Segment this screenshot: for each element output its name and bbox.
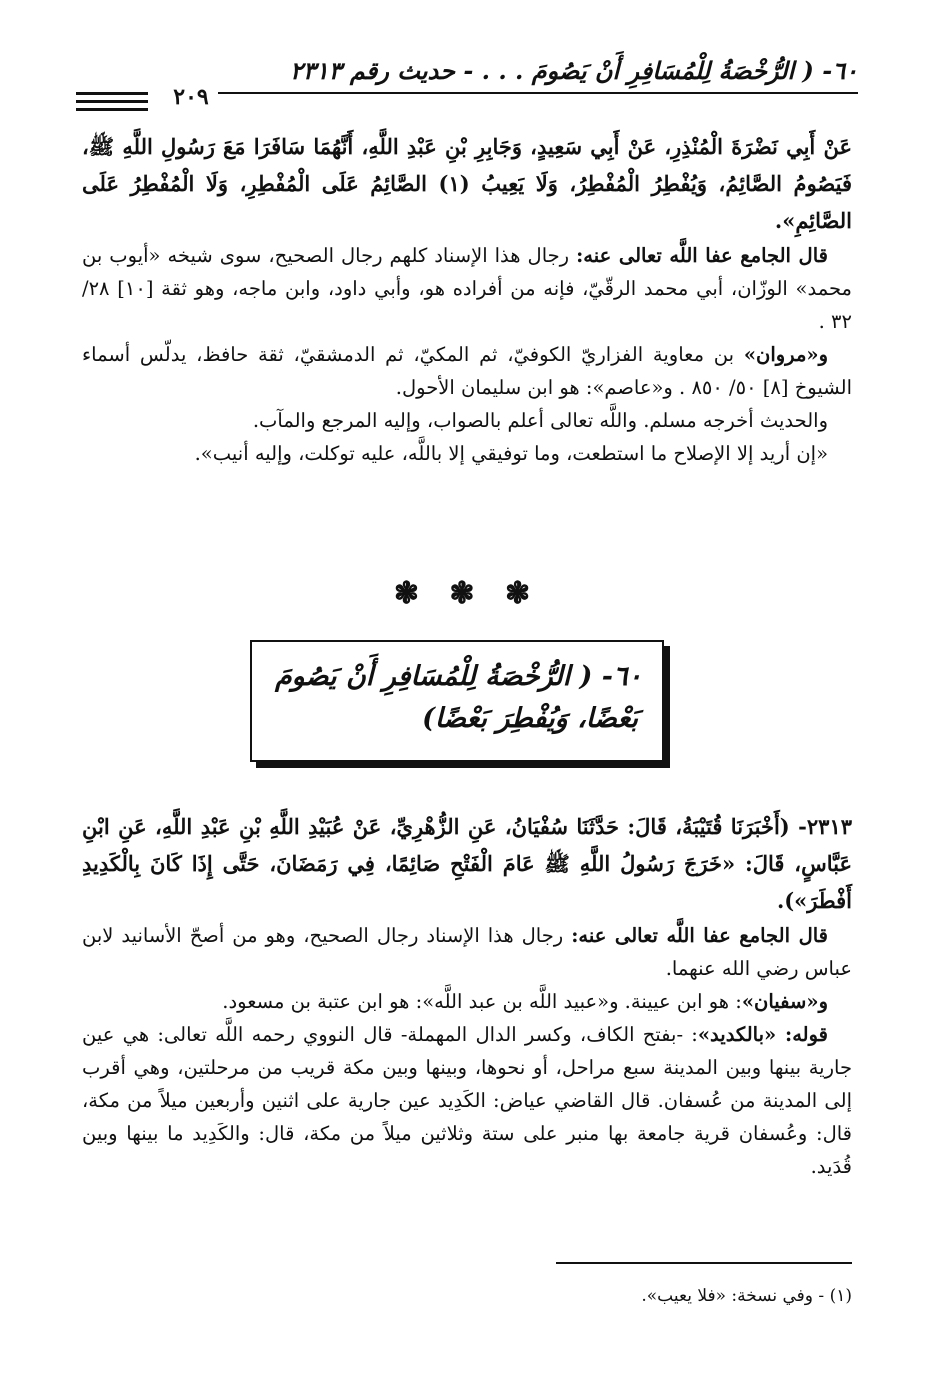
header-rule — [218, 92, 858, 94]
chapter-title — [268, 656, 642, 740]
section-previous-hadith — [82, 128, 852, 470]
closing-line: والحديث أخرجه مسلم. واللَّه تعالى أعلم بالصواب، وإليه المرجع والمآب. — [252, 409, 828, 432]
hadith-2313-text: ٢٣١٣- (أَخْبَرَنَا قُتَيْبَةُ، قَالَ: حَدَّثَنَا سُفْيَانُ، عَنِ الزُّهْرِيِّ، عَنْ عُبَيْدِ اللَّهِ بْنِ عَبْدِ اللَّهِ، عَنِ ابْنِ عَبَّاسٍ، قَالَ: «خَرَجَ رَسُولُ اللَّهِ ﷺ عَامَ الْفَتْحِ صَائِمًا، فِي رَمَضَانَ، حَتَّى إِذَا كَانَ بِالْكَدِيدِ أَفْطَرَ»). — [82, 814, 853, 913]
page-number: ٢٠٩ — [173, 84, 209, 110]
section-hadith-2313 — [82, 808, 852, 1183]
hadith-text-end: عَنْ أَبِي نَضْرَةَ الْمُنْذِرِ، عَنْ أَبِي سَعِيدٍ، وَجَابِرِ بْنِ عَبْدِ اللَّهِ، أَنَّهُمَا سَافَرَا مَعَ رَسُولِ اللَّهِ ﷺ، فَيَصُومُ الصَّائِمُ، وَيُفْطِرُ الْمُفْطِرُ، وَلَا يَعِيبُ (١) الصَّائِمُ عَلَى الْمُفْطِرِ، وَلَا الْمُفْطِرُ عَلَى الصَّائِمِ». — [82, 134, 852, 233]
header-title: ٦٠- ( الرُّخْصَةُ لِلْمُسَافِرِ أَنْ يَصُومَ . . . - حديث رقم ٢٣١٣ — [289, 56, 858, 85]
jami-label-2: قال الجامع عفا اللَّه تعالى عنه: — [571, 924, 828, 947]
marwan-label: و«مروان» — [743, 343, 828, 366]
jami-text: رجال هذا الإسناد كلهم رجال الصحيح، سوى شيخه «أيوب بن محمد» الوزّان، أبي محمد الرقّيّ، فإنه من أفراده هو، وأبي داود، وابن ماجه، وهو ثقة [١٠] ٢٨/ ٣٢ . — [82, 244, 852, 333]
footnote: (١) - وفي نسخة: «فلا يعيب». — [641, 1286, 852, 1306]
kadid-label: قوله: «بالكديد» — [697, 1023, 828, 1046]
chapter-title-box — [250, 640, 664, 762]
closing-quote: «إن أريد إلا الإصلاح ما استطعت، وما توفيقي إلا باللَّه، عليه توكلت، وإليه أنيب». — [194, 442, 828, 465]
sufyan-label: و«سفيان» — [741, 990, 828, 1013]
running-header — [76, 52, 858, 112]
header-rule-left-middle — [76, 100, 148, 103]
separator-stars: ❃ ❃ ❃ — [393, 576, 541, 611]
jami-label: قال الجامع عفا اللَّه تعالى عنه: — [576, 244, 828, 267]
marwan-note — [82, 338, 852, 404]
chapter-title-line2: بَعْضًا، وَيُفْطِرَ بَعْضًا) — [422, 703, 638, 734]
header-rule-left-top — [76, 92, 148, 95]
sufyan-note — [82, 985, 852, 1018]
jami-comment-2 — [82, 919, 852, 985]
footnote-rule — [556, 1262, 852, 1264]
chapter-title-line1: ٦٠- ( الرُّخْصَةُ لِلْمُسَافِرِ أَنْ يَصُومَ — [274, 661, 642, 692]
marwan-text: بن معاوية الفزاريّ الكوفيّ، ثم المكيّ، ثم الدمشقيّ، ثقة حافظ، يدلّس أسماء الشيوخ [٨] ٥٠/ ٨٥٠ . و«عاصم»: هو ابن سليمان الأحول. — [82, 343, 852, 399]
sufyan-text: : هو ابن عيينة. و«عبيد اللَّه بن عبد اللَّه»: هو ابن عتبة بن مسعود. — [222, 990, 742, 1013]
jami-comment — [82, 239, 852, 338]
kadid-explanation — [82, 1018, 852, 1183]
header-rule-left-bottom — [76, 108, 148, 111]
kadid-text: : -بفتح الكاف، وكسر الدال المهملة- قال النووي رحمه اللَّه تعالى: هي عين جارية بينها وبين المدينة سبع مراحل، أو نحوها، وبينها وبين مكة قريب من مرحلتين، وهي أقرب إلى المدينة من عُسفان. قال القاضي عياض: الكَدِيد عين جارية على اثنين وأربعين ميلاً من مكة، قال: وعُسفان قرية جامعة بها منبر على ستة وثلاثين ميلاً من مكة، قال: والكَدِيد ما بينها وبين قُدَيد. — [82, 1023, 852, 1178]
jami-text-2: رجال هذا الإسناد رجال الصحيح، وهو من أصحّ الأسانيد لابن عباس رضي الله عنهما. — [82, 924, 852, 980]
